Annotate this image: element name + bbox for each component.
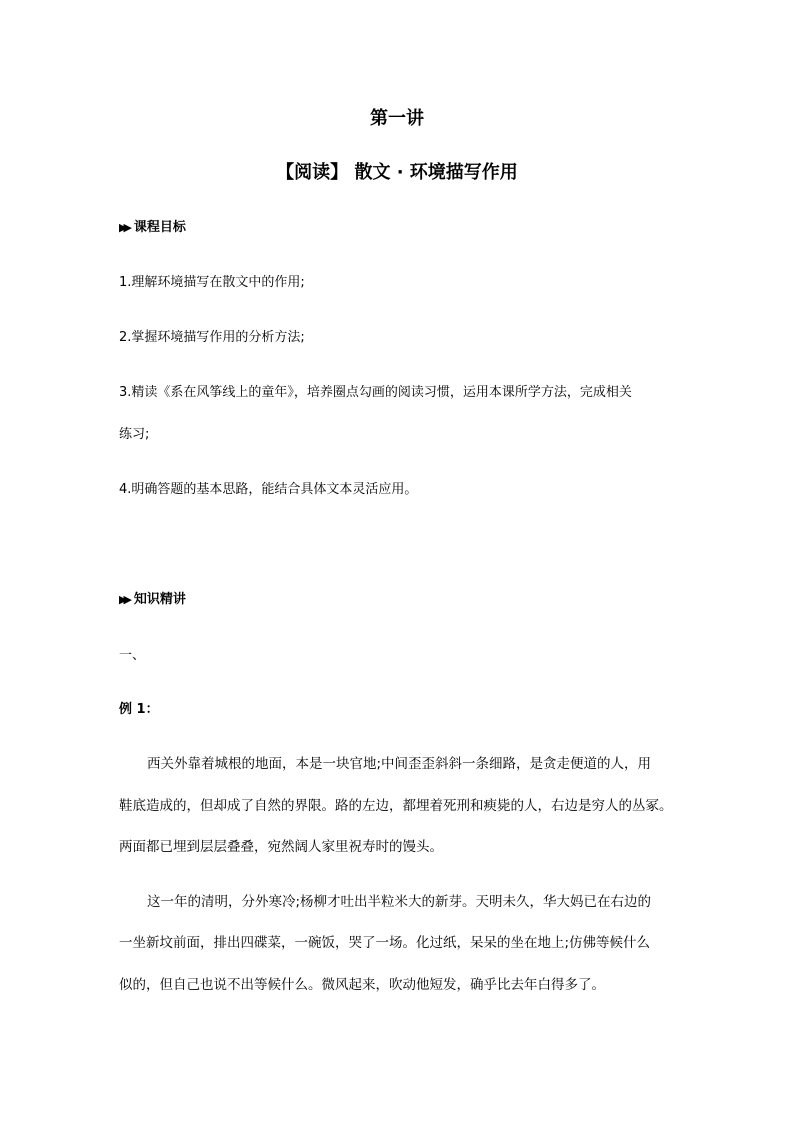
paragraph-line: 这一年的清明，分外寒冷;杨柳才吐出半粒米大的新芽。天明未久，华大妈已在右边的 (147, 894, 652, 910)
paragraph-line: 似的，但自己也说不出等候什么。微风起来，吹动他短发，确乎比去年白得多了。 (119, 977, 605, 993)
goal-item: 2.掌握环境描写作用的分析方法; (119, 330, 305, 345)
goal-item-continuation: 练习; (119, 427, 150, 442)
paragraph-line: 鞋底造成的，但却成了自然的界限。路的左边，都埋着死刑和瘐毙的人，右边是穷人的丛冢。 (119, 798, 673, 814)
lesson-title: 【阅读】 散文 · 环境描写作用 (276, 162, 518, 183)
section-label: 课程目标 (133, 220, 186, 235)
double-arrow-icon: ▶▶ (119, 221, 128, 234)
part-heading: 一、 (119, 648, 146, 663)
double-arrow-icon: ▶▶ (119, 593, 128, 606)
goal-item: 4.明确答题的基本思路，能结合具体文本灵活应用。 (119, 482, 418, 497)
paragraph-line: 两面都已埋到层层叠叠，宛然阔人家里祝寿时的馒头。 (119, 839, 443, 855)
section-heading-goals (119, 219, 186, 237)
lecture-title: 第一讲 (370, 108, 424, 129)
section-label: 知识精讲 (133, 592, 186, 607)
example-label: 例 1： (119, 702, 159, 717)
paragraph-line: 一坐新坟前面，排出四碟菜，一碗饭，哭了一场。化过纸，呆呆的坐在地上;仿佛等候什么 (119, 935, 651, 951)
section-heading-knowledge (119, 591, 186, 609)
goal-item: 1.理解环境描写在散文中的作用; (119, 275, 305, 290)
goal-item: 3.精读《系在风筝线上的童年》，培养圈点勾画的阅读习惯，运用本课所学方法，完成相关 (119, 385, 632, 400)
paragraph-line: 西关外靠着城根的地面，本是一块官地;中间歪歪斜斜一条细路，是贪走便道的人，用 (147, 756, 652, 772)
